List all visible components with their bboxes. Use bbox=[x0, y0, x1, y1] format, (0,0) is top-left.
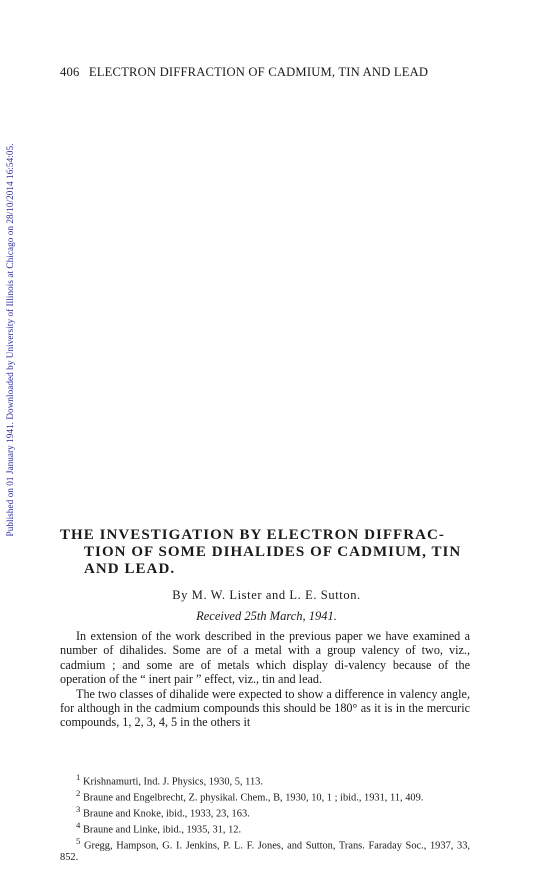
download-stamp-text: Published on 01 January 1941. Downloaded by University of Illinois at Chicago on 28/10/2014 16:54:05. bbox=[5, 143, 15, 537]
footnote-mark: 1 bbox=[76, 772, 81, 782]
footnote-mark: 5 bbox=[76, 836, 81, 847]
article-title bbox=[60, 527, 480, 578]
footnote bbox=[60, 804, 470, 820]
footnote-text: Krishnamurti, Ind. J. Physics, 1930, 5, 113. bbox=[82, 776, 263, 788]
footnote-text: Braune and Linke, ibid., 1935, 31, 12. bbox=[82, 824, 242, 836]
paragraph: The two classes of dihalide were expected to show a difference in valency angle, for although in the cadmium compounds this should be 180° as it is in the mercuric compounds, 1, 2, 3, 4, 5 in the others it bbox=[60, 686, 470, 730]
page-number: 406 bbox=[60, 65, 80, 79]
footnote bbox=[60, 836, 470, 864]
footnote-text: Gregg, Hampson, G. I. Jenkins, P. L. F. Jones, and Sutton, Trans. Faraday Soc., 1937, 33, 852. bbox=[60, 840, 470, 864]
title-line: THE INVESTIGATION BY ELECTRON DIFFRAC- bbox=[60, 527, 445, 543]
paragraph: In extension of the work described in the previous paper we have examined a number of dihalides. Some are of a metal with a group valency of two, viz., cadmium ; and some are of metals which display di-valency because of the operation of the “ inert pair ” effect, viz., tin and lead. bbox=[60, 629, 470, 687]
title-line: TION OF SOME DIHALIDES OF CADMIUM, TIN bbox=[84, 544, 462, 560]
running-title: ELECTRON DIFFRACTION OF CADMIUM, TIN AND LEAD bbox=[88, 65, 429, 79]
received-date: Received 25th March, 1941. bbox=[196, 609, 337, 623]
running-header bbox=[60, 65, 428, 80]
download-stamp bbox=[4, 110, 16, 570]
footnote-mark: 4 bbox=[76, 820, 81, 831]
footnote-mark: 3 bbox=[76, 804, 81, 815]
footnote-text: Braune and Engelbrecht, Z. physikal. Chem., B, 1930, 10, 1 ; ibid., 1931, 11, 409. bbox=[82, 792, 424, 804]
title-line: AND LEAD. bbox=[84, 561, 176, 577]
footnotes bbox=[60, 772, 470, 864]
author-line: By M. W. Lister and L. E. Sutton. bbox=[172, 588, 361, 602]
footnote bbox=[60, 772, 470, 788]
footnote-mark: 2 bbox=[76, 788, 81, 799]
footnote bbox=[60, 788, 470, 804]
footnote bbox=[60, 820, 470, 836]
body-text bbox=[60, 629, 470, 730]
footnote-text: Braune and Knoke, ibid., 1933, 23, 163. bbox=[82, 808, 250, 820]
